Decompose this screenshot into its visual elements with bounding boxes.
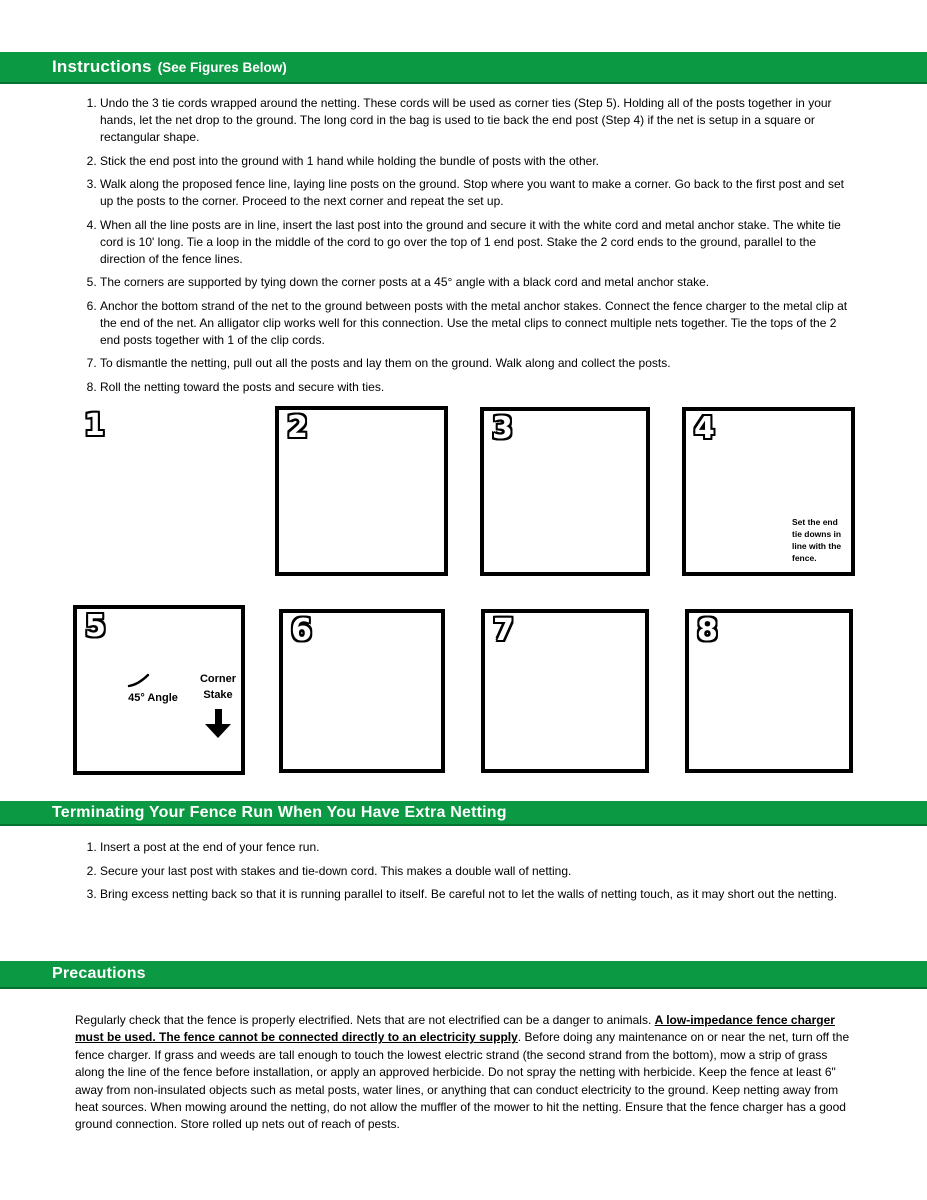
terminating-item-2: 2. Secure your last post with stakes and tie-down cord. This makes a double wall of netting. bbox=[100, 863, 855, 880]
instructions-subtitle: (See Figures Below) bbox=[157, 59, 287, 75]
terminating-section bbox=[75, 839, 855, 910]
instruction-item-8: 8. Roll the netting toward the posts and secure with ties. bbox=[100, 379, 855, 396]
figure-1-number: 1 bbox=[84, 408, 105, 443]
instructions-section bbox=[75, 95, 855, 402]
terminating-item-1: 1. Insert a post at the end of your fence run. bbox=[100, 839, 855, 856]
instruction-item-1: 1. Undo the 3 tie cords wrapped around the netting. These cords will be used as corner ties (Step 5). Holding all of the posts together in your hands, let the net drop to the ground. The long cord in the bag is used to tie back the end post (Step 4) if the net is setup in a square or rectangular shape. bbox=[100, 95, 855, 146]
instruction-item-2: 2. Stick the end post into the ground with 1 hand while holding the bundle of posts with the other. bbox=[100, 153, 855, 170]
figure-4-number: 4 bbox=[694, 411, 715, 446]
instruction-item-7: 7. To dismantle the netting, pull out all the posts and lay them on the ground. Walk along and collect the posts. bbox=[100, 355, 855, 372]
figure-3-box bbox=[480, 407, 650, 576]
figure-4-note: Set the end tie downs in line with the fence. bbox=[792, 516, 842, 563]
instructions-title: Instructions bbox=[52, 57, 152, 76]
precautions-text-emphasis: A low-impedance fence charger must be used. The fence cannot be connected directly to an electricity supply bbox=[75, 1013, 835, 1045]
terminating-header bbox=[0, 801, 927, 826]
figure-7-box bbox=[481, 609, 649, 773]
terminating-title: Terminating Your Fence Run When You Have Extra Netting bbox=[52, 803, 507, 821]
figure-5-number: 5 bbox=[85, 609, 106, 644]
angle-arc-icon bbox=[127, 673, 151, 689]
instructions-header bbox=[0, 52, 927, 84]
figure-6-number: 6 bbox=[291, 613, 312, 648]
figure-2-box bbox=[275, 406, 448, 576]
precautions-header bbox=[0, 961, 927, 989]
terminating-item-3: 3. Bring excess netting back so that it is running parallel to itself. Be careful not to let the walls of netting touch, as it may short out the netting. bbox=[100, 886, 855, 903]
precautions-text-end: . Before doing any maintenance on or near the net, turn off the fence charger. If grass and weeds are tall enough to touch the lowest electric strand (the second strand from the bottom), mow a strip of grass along the line of the fence before installation, or apply an approved herbicide. Do not spray the netting with herbicide. Keep the fence at least 6" away from non-insulated objects such as metal posts, water lines, or anything that can conduct electricity to the ground. Keep netting away from heat sources. When mowing around the netting, do not allow the muffler of the mower to hit the netting. Ensure that the fence charger has a good ground connection. Store rolled up nets out of reach of pests. bbox=[75, 1030, 850, 1132]
instructions-list bbox=[75, 95, 855, 396]
precautions-text-start: Regularly check that the fence is properly electrified. Nets that are not electrified can be a danger to animals. bbox=[75, 1013, 655, 1027]
figure-5-box bbox=[73, 605, 245, 775]
angle-label: 45° Angle bbox=[128, 692, 178, 704]
instruction-item-6: 6. Anchor the bottom strand of the net to the ground between posts with the metal anchor stakes. Connect the fence charger to the metal clip at the end of the net. An alligator clip works well for this connection. Use the metal clips to connect multiple nets together. Tie the tops of the 2 end posts together with 1 of the clip cords. bbox=[100, 298, 855, 349]
down-arrow-icon bbox=[205, 709, 231, 738]
figure-4-box bbox=[682, 407, 855, 576]
instruction-item-3: 3. Walk along the proposed fence line, laying line posts on the ground. Stop where you want to make a corner. Go back to the first post and set up the posts to the corner. Proceed to the next corner and repeat the set up. bbox=[100, 176, 855, 210]
terminating-list bbox=[75, 839, 855, 903]
figure-2-number: 2 bbox=[287, 410, 308, 445]
instruction-item-5: 5. The corners are supported by tying down the corner posts at a 45° angle with a black cord and metal anchor stake. bbox=[100, 274, 855, 291]
precautions-title: Precautions bbox=[52, 965, 146, 982]
figure-6-box bbox=[279, 609, 445, 773]
figures-grid bbox=[0, 395, 927, 795]
figure-3-number: 3 bbox=[492, 411, 513, 446]
precautions-text bbox=[75, 1012, 857, 1134]
instruction-item-4: 4. When all the line posts are in line, insert the last post into the ground and secure it with the white cord and metal anchor stake. The white tie cord is 10' long. Tie a loop in the middle of the cord to go over the top of 1 end post. Stake the 2 cord ends to the ground, parallel to the direction of the fence lines. bbox=[100, 217, 855, 268]
corner-stake-label: Corner Stake bbox=[199, 673, 237, 701]
figure-7-number: 7 bbox=[493, 613, 514, 648]
figure-8-number: 8 bbox=[697, 613, 718, 648]
figure-8-box bbox=[685, 609, 853, 773]
